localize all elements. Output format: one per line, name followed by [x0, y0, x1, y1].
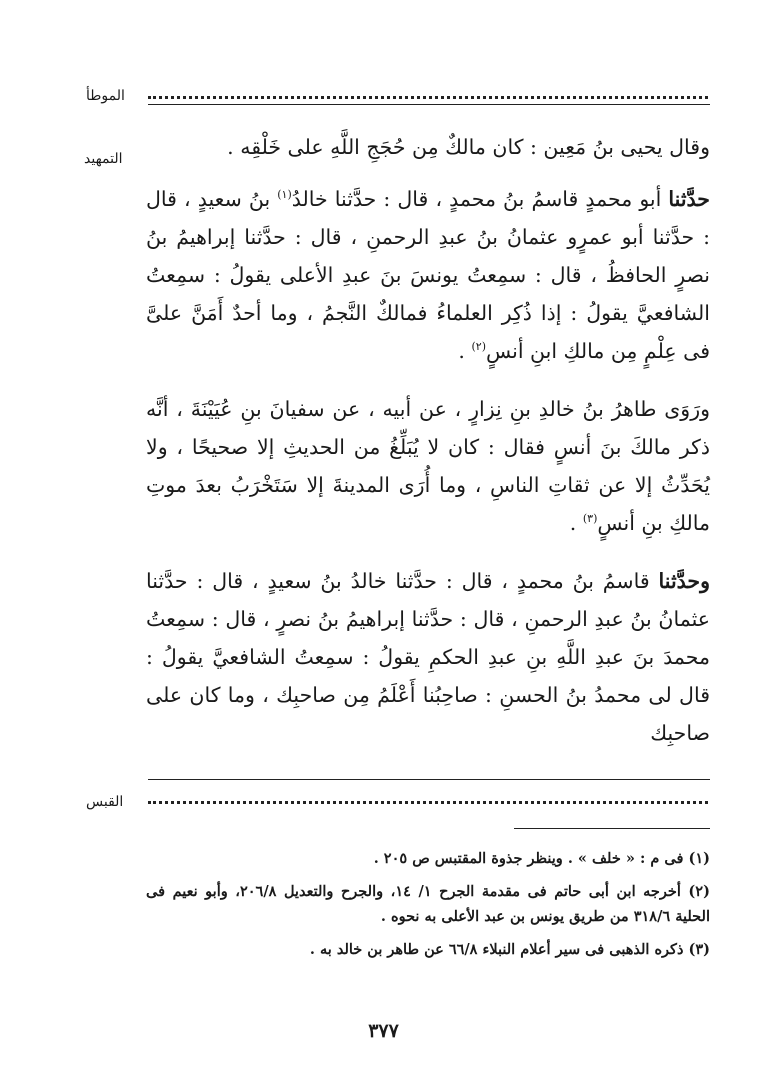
- paragraph-3-end: .: [569, 511, 583, 535]
- paragraph-3: [146, 390, 710, 542]
- main-text: [146, 128, 710, 772]
- footnote-1: (١) فى م : « خلف » . وينظر جذوة المقتبس ص ٢٠٥ .: [373, 850, 710, 867]
- margin-section-label: التمهيد: [84, 151, 123, 167]
- lower-dotted-line: [148, 795, 708, 804]
- footnote-ref-3[interactable]: (٣): [582, 512, 598, 525]
- paragraph-2-lead: حدَّثنا: [668, 187, 710, 211]
- footnote-separator: [514, 828, 710, 829]
- paragraph-2-end: .: [458, 339, 472, 363]
- lower-rule: [148, 779, 710, 780]
- running-header-title: الموطأ: [86, 88, 125, 104]
- paragraph-1: وقال يحيى بنُ مَعِين : كان مالكٌ مِن حُجَجِ اللَّهِ على خَلْقِه .: [227, 135, 710, 159]
- paragraph-4-lead: وحدَّثنا: [658, 569, 710, 593]
- page-number: ٣٧٧: [368, 1020, 399, 1042]
- paragraph-2-text-a: أبو محمدٍ قاسمُ بنُ محمدٍ ، قال : حدَّثنا خالدُ: [291, 187, 669, 211]
- lower-section-label: القبس: [86, 794, 124, 810]
- paragraph-4: [146, 562, 710, 752]
- header-dotted-line: [148, 90, 708, 99]
- paragraph-2: [146, 180, 710, 370]
- header-rule: [148, 104, 710, 105]
- paragraph-2-text-b: بنُ سعيدٍ ، قال : حدَّثنا أبو عمرٍو عثمانُ بنُ عبدِ الرحمنِ ، قال : حدَّثنا إبراهيمُ بنُ نصرٍ الحافظُ ، قال : سمِعتُ يونسَ بنَ عبدِ الأعلى يقولُ : سمِعتُ الشافعيَّ يقولُ : إذا ذُكِر العلماءُ فمالكٌ النَّجمُ ، وما أحدٌ أَمَنَّ علىَّ فى عِلْمٍ مِن مالكِ ابنِ أنسٍ: [146, 187, 710, 363]
- footnote-3: (٣) ذكره الذهبى فى سير أعلام النبلاء ٦٦/٨ عن طاهر بن خالد به .: [309, 941, 710, 958]
- paragraph-4-text: قاسمُ بنُ محمدٍ ، قال : حدَّثنا خالدُ بنُ سعيدٍ ، قال : حدَّثنا عثمانُ بنُ عبدِ الرحمنِ ، قال : حدَّثنا إبراهيمُ بنُ نصرٍ ، قال : سمِعتُ محمدَ بنَ عبدِ اللَّهِ بنِ عبدِ الحكمِ يقولُ : سمِعتُ الشافعيَّ يقولُ : قال لى محمدُ بنُ الحسنِ : صاحِبُنا أَعْلَمُ مِن صاحبِك ، وما كان على صاحبِك: [146, 569, 710, 745]
- footnote-ref-1[interactable]: (١): [277, 188, 292, 201]
- footnote-2: (٢) أخرجه ابن أبى حاتم فى مقدمة الجرح ١/ ١٤، والجرح والتعديل ٢٠٦/٨، وأبو نعيم فى الحلية ٣١٨/٦ من طريق يونس بن عبد الأعلى به نحوه .: [146, 883, 710, 925]
- paragraph-3-text: ورَوَى طاهرُ بنُ خالدِ بنِ نِزارٍ ، عن أبيه ، عن سفيانَ بنِ عُيَيْنَةَ ، أنَّه ذكر مالكَ بنَ أنسٍ فقال : كان لا يُبَلِّغُ من الحديثِ إلا صحيحًا ، ولا يُحَدِّثُ إلا عن ثقاتِ الناسِ ، وما أُرَى المدينةَ إلا سَتَخْرَبُ بعدَ موتِ مالكِ بنِ أنسٍ: [146, 397, 710, 535]
- footnote-ref-2[interactable]: (٢): [471, 340, 486, 353]
- footnotes: [146, 846, 710, 970]
